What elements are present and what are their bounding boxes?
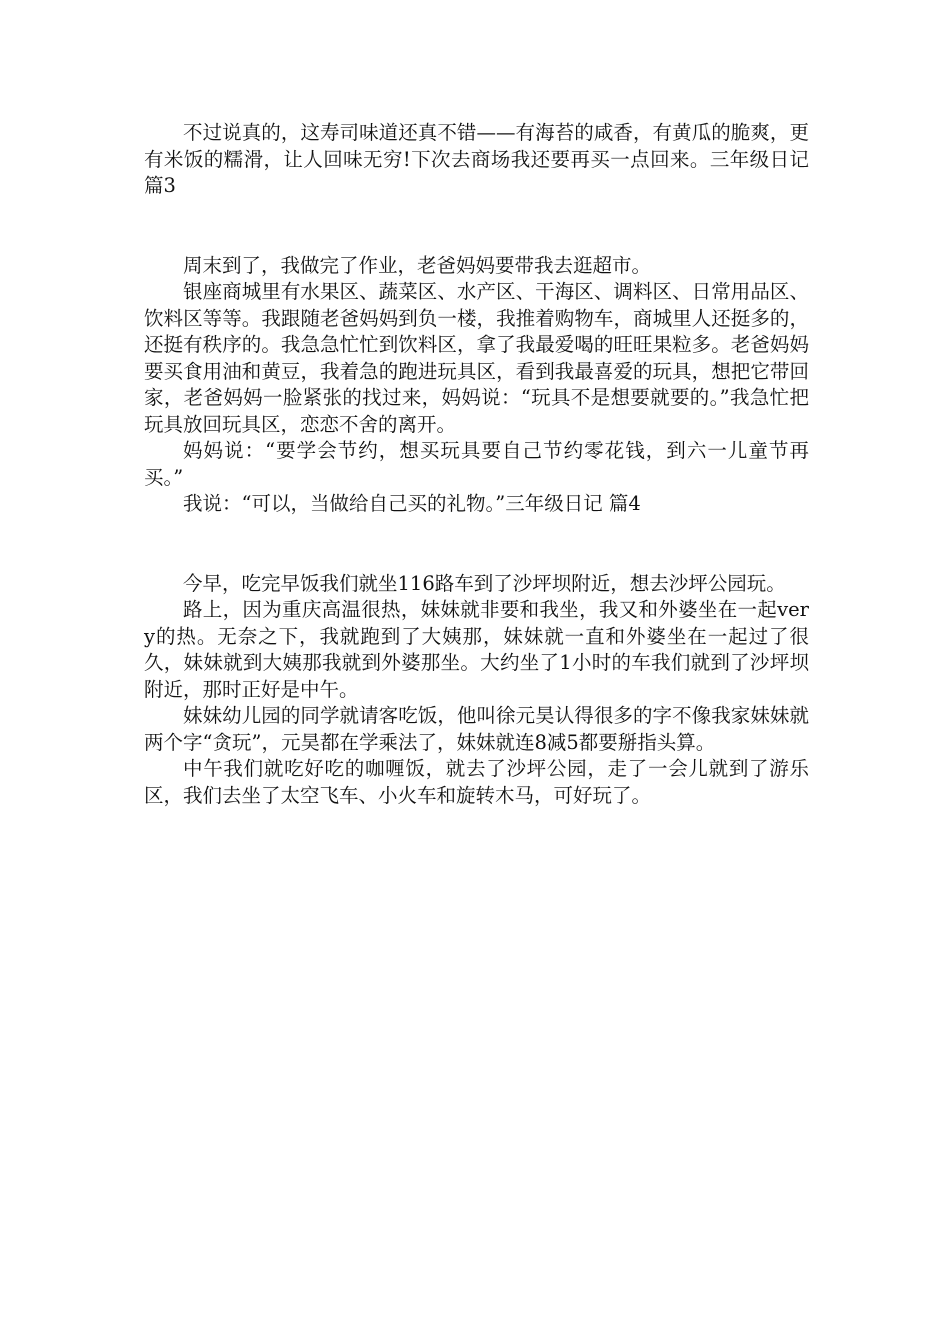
paragraph: 妈妈说：“要学会节约，想买玩具要自己节约零花钱，到六一儿童节再买。”	[144, 439, 809, 489]
paragraph: 路上，因为重庆高温很热，妹妹就非要和我坐，我又和外婆坐在一起very的热。无奈之下，我就跑到了大姨那，妹妹就一直和外婆坐在一起过了很久，妹妹就到大姨那我就到外婆那坐。大约坐了1小时的车我们就到了沙坪坝附近，那时正好是中午。	[144, 598, 809, 701]
paragraph: 周末到了，我做完了作业，老爸妈妈要带我去逛超市。	[183, 253, 652, 277]
section-1	[144, 120, 809, 200]
paragraph: 银座商城里有水果区、蔬菜区、水产区、干海区、调料区、日常用品区、饮料区等等。我跟随老爸妈妈到负一楼，我推着购物车，商城里人还挺多的，还挺有秩序的。我急急忙忙到饮料区，拿了我最爱喝的旺旺果粒多。老爸妈妈要买食用油和黄豆，我着急的跑进玩具区，看到我最喜爱的玩具，想把它带回家，老爸妈妈一脸紧张的找过来，妈妈说：“玩具不是想要就要的。”我急忙把玩具放回玩具区，恋恋不舍的离开。	[144, 280, 809, 436]
paragraph: 中午我们就吃好吃的咖喱饭，就去了沙坪公园，走了一会儿就到了游乐区，我们去坐了太空飞车、小火车和旋转木马，可好玩了。	[144, 757, 809, 807]
document-body	[144, 120, 809, 809]
paragraph: 不过说真的，这寿司味道还真不错——有海苔的咸香，有黄瓜的脆爽，更有米饭的糯滑，让人回味无穷!下次去商场我还要再买一点回来。三年级日记 篇3	[144, 121, 809, 197]
section-gap	[144, 518, 809, 571]
section-3	[144, 571, 809, 810]
paragraph: 我说：“可以，当做给自己买的礼物。”三年级日记 篇4	[183, 492, 641, 515]
paragraph: 今早，吃完早饭我们就坐116路车到了沙坪坝附近，想去沙坪公园玩。	[183, 571, 786, 595]
section-2	[144, 253, 809, 518]
section-gap	[144, 200, 809, 253]
paragraph: 妹妹幼儿园的同学就请客吃饭，他叫徐元昊认得很多的字不像我家妹妹就两个字“贪玩”，元昊都在学乘法了，妹妹就连8减5都要掰指头算。	[144, 704, 809, 754]
